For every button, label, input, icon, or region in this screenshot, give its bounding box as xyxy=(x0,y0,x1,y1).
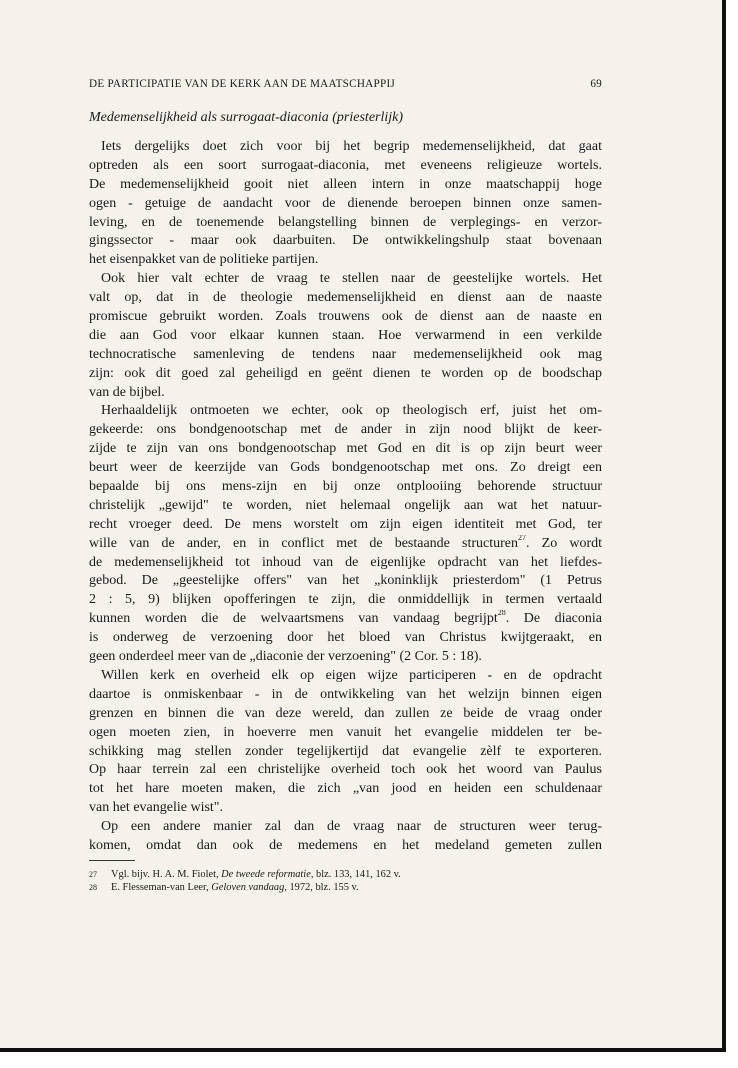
text-line: gingssector - maar ook daarbuiten. De ontwikkelingshulp staat bovenaan xyxy=(89,233,602,249)
text-line: technocratische samenleving de tendens naar medemenselijkheid ook mag xyxy=(89,346,602,362)
text-line: Ook hier valt echter de vraag te stellen naar de geestelijke wortels. Het xyxy=(101,271,602,287)
footnote-number: 28 xyxy=(89,883,97,892)
footnote-number: 27 xyxy=(89,870,97,879)
footnote-ref-27: 27 xyxy=(518,534,527,542)
text-line: zijde te zijn van ons bondgenootschap met God en dit is op zijn beurt weer xyxy=(89,441,602,457)
text-segment: . Zo wordt xyxy=(526,535,602,551)
text-line: bepaalde bij ons mens-zijn en bij onze ontplooiing behorende structuur xyxy=(89,479,602,495)
text-line: is onderweg de verzoening door het bloed van Christus kwijtgeraakt, en xyxy=(89,630,602,646)
text-line: gebod. De „geestelijke offers" van het „koninklijk priesterdom" (1 Petrus xyxy=(89,573,602,589)
footnotes xyxy=(89,868,602,894)
text-line-with-footnote-ref xyxy=(89,535,602,554)
text-line: christelijk „gewijd" te worden, niet helemaal ongelijk aan wat het natuur- xyxy=(89,497,602,513)
text-line: Herhaaldelijk ontmoeten we echter, ook op theologisch erf, juist het om- xyxy=(101,403,602,419)
text-line: optreden als een soort surrogaat-diaconia, met eveneens religieuze wortels. xyxy=(89,157,602,173)
footnote-text: Vgl. bijv. H. A. M. Fiolet, xyxy=(111,869,222,880)
text-line: De medemenselijkheid gooit niet alleen intern in onze maatschappij hoge xyxy=(89,176,602,192)
text-line: daartoe is onmiskenbaar - in de ontwikkeling van het welzijn binnen eigen xyxy=(89,686,602,702)
text-line: van het evangelie wist". xyxy=(89,800,224,816)
text-line-with-footnote-ref xyxy=(89,610,602,629)
text-segment: . De diaconia xyxy=(505,611,602,627)
text-line: leving, en de toenemende belangstelling binnen de verplegings- en verzor- xyxy=(89,214,602,230)
text-line: schikking mag stellen zonder tegelijkertijd dat evangelie zèlf te exporteren. xyxy=(89,743,602,759)
footnote-book-title: De tweede reformatie xyxy=(221,869,311,880)
text-line: grenzen en binnen die van deze wereld, dan zullen ze beide de vraag onder xyxy=(89,705,602,721)
text-line: Op haar terrein zal een christelijke overheid toch ook het woord van Paulus xyxy=(89,762,602,778)
running-title: DE PARTICIPATIE VAN DE KERK AAN DE MAATSCHAPPIJ xyxy=(89,78,396,90)
text-line: beurt weer de keerzijde van Gods bondgenootschap met ons. Zo dreigt een xyxy=(89,460,602,476)
text-line: valt op, dat in de theologie medemenselijkheid en dienst aan de naaste xyxy=(89,290,602,306)
footnote xyxy=(89,881,602,894)
footnote-divider xyxy=(89,860,135,861)
text-line: geen onderdeel meer van de „diaconie der verzoening" (2 Cor. 5 : 18). xyxy=(89,649,482,665)
text-line: ogen - getuige de aandacht voor de dienende beroepen binnen onze samen- xyxy=(89,195,602,211)
text-line: Iets dergelijks doet zich voor bij het begrip medemenselijkheid, dat gaat xyxy=(101,139,602,154)
text-line: 2 : 5, 9) blijken opofferingen te zijn, die onmiddellijk in termen vertaald xyxy=(89,592,602,608)
footnote-text: , blz. 133, 141, 162 v. xyxy=(310,869,401,880)
text-segment: kunnen worden die de welvaartsmens van vandaag begrijpt xyxy=(89,611,498,627)
text-line: Willen kerk en overheid elk op eigen wijze participeren - en de opdracht xyxy=(101,667,602,683)
text-line: Op een andere manier zal dan de vraag naar de structuren weer terug- xyxy=(101,819,602,835)
page-number: 69 xyxy=(590,78,602,90)
text-line: komen, omdat dan ook de medemens en het medeland gemeten zullen xyxy=(89,837,602,853)
text-line: recht vroeger deed. De mens worstelt om zijn eigen identiteit met God, ter xyxy=(89,516,602,532)
text-line: het eisenpakket van de politieke partijen. xyxy=(89,252,319,268)
text-segment: wille van de ander, en in conflict met de bestaande structuren xyxy=(89,535,519,551)
body-text xyxy=(89,138,602,856)
footnote xyxy=(89,868,602,881)
text-line: ogen moeten zien, in hoeverre men vanuit het evangelie middelen ter be- xyxy=(89,724,602,740)
text-line: van de bijbel. xyxy=(89,384,165,400)
text-line: zijn: ook dit goed zal geheiligd en geënt dienen te worden op de boodschap xyxy=(89,365,602,381)
footnote-ref-28: 28 xyxy=(497,610,506,618)
section-title: Medemenselijkheid als surrogaat-diaconia (priesterlijk) xyxy=(89,110,404,125)
text-line: de medemenselijkheid tot inhoud van de eigenlijke opdracht van het liefdes- xyxy=(89,554,602,570)
text-line: tot het hare moeten maken, die zich „van jood en heiden een schuldenaar xyxy=(89,781,602,797)
footnote-book-title: Geloven vandaag xyxy=(211,882,285,893)
text-line: die aan God voor elkaar kunnen staan. Hoe verwarmend in een verkilde xyxy=(89,327,602,343)
text-line: promiscue gebruikt worden. Zoals trouwens ook de dienst aan de naaste en xyxy=(89,309,602,325)
footnote-text: E. Flesseman-van Leer, xyxy=(111,882,212,893)
footnote-text: , 1972, blz. 155 v. xyxy=(284,882,359,893)
text-line: gekeerde: ons bondgenootschap met de ander in zijn nood blijkt de keer- xyxy=(89,422,602,438)
